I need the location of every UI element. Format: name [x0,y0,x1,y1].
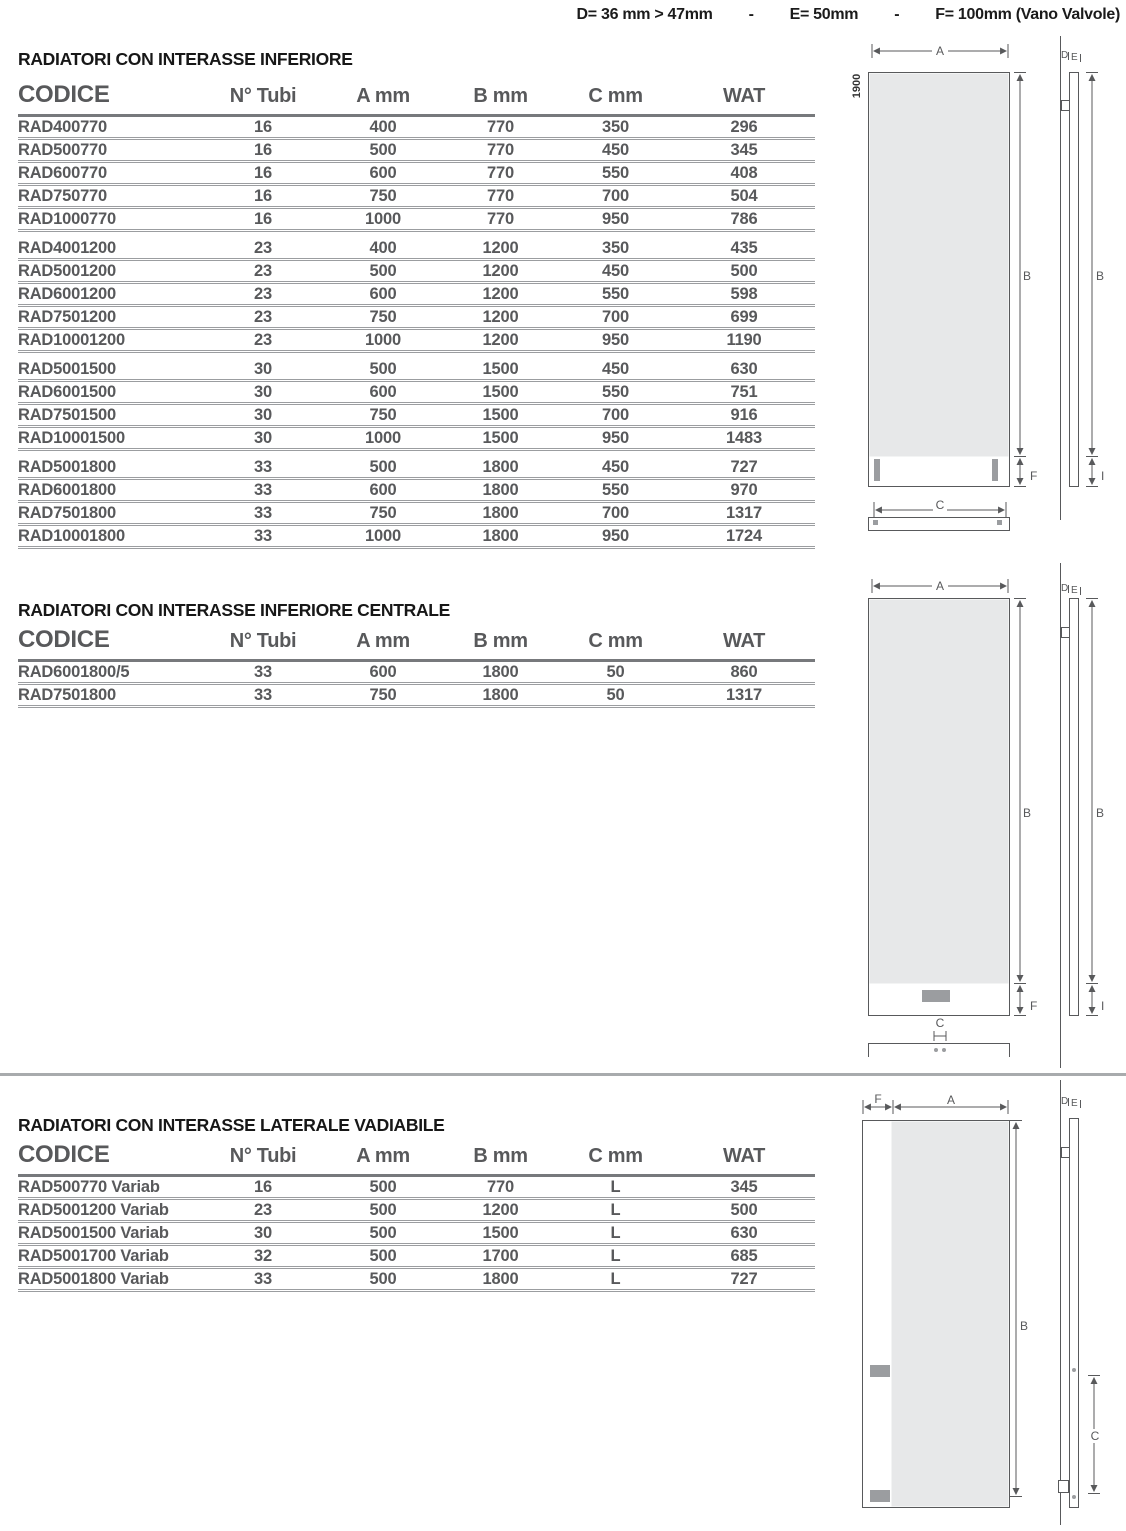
table-cell: RAD400770 [18,118,108,136]
table-cell: 1500 [482,429,519,447]
table-cell: RAD500770 [18,141,108,159]
table-row [18,1269,815,1292]
table-cell: RAD6001500 [18,383,116,401]
table-cell: 32 [254,1247,272,1265]
spec-e: E= 50mm [789,6,859,23]
table-cell: 916 [730,406,758,424]
table-cell: L [610,1201,621,1219]
dim-f-label: F [874,1092,882,1106]
table-cell: 770 [487,1178,514,1196]
table-cell: 600 [369,285,397,303]
table-cell: 1724 [726,527,762,545]
table-cell: 1700 [482,1247,519,1265]
fixing-point [934,1048,938,1052]
table-cell: 23 [254,1201,272,1219]
table-row [18,503,815,526]
table-cell: 400 [369,239,397,257]
table-row [18,685,815,708]
table-cell: RAD6001200 [18,285,116,303]
table-cell: 1800 [482,686,519,704]
column-header: WAT [722,85,766,107]
column-header: A mm [356,85,410,107]
dim-i-label: I [1101,999,1105,1013]
table-cell: 1800 [482,1270,519,1288]
side-view [1061,36,1109,520]
connection-mark [874,459,880,481]
table-row [18,261,815,284]
table-cell: RAD5001500 [18,360,116,378]
table-cell: 1200 [482,331,519,349]
table-cell: 450 [602,262,629,280]
table-cell: 296 [730,118,758,136]
table-cell: 350 [602,118,629,136]
table-group [18,359,815,451]
table-cell: 500 [369,262,397,280]
table-cell: 750 [369,187,397,205]
table-row [18,428,815,451]
dim-a-label: A [946,1093,956,1107]
spec-d: D= 36 mm > 47mm [576,6,713,23]
table-cell: RAD1000770 [18,210,116,228]
table-cell: 450 [602,458,629,476]
column-header: A mm [356,630,410,652]
table-row [18,186,815,209]
table-cell: L [610,1178,621,1196]
dim-b-label: B [1020,1319,1029,1333]
column-header: WAT [722,1145,766,1167]
front-view [863,1092,1032,1508]
table-cell: RAD5001800 [18,458,116,476]
table-interasse-laterale-vadiabile [18,1142,815,1292]
dim-c-label: C [1090,1429,1100,1443]
table-cell: 400 [369,118,397,136]
table-cell: 30 [254,1224,272,1242]
table-cell: 350 [602,239,629,257]
spec-f: F= 100mm (Vano Valvole) [935,6,1120,23]
table-cell: 750 [369,308,397,326]
table-cell: 500 [369,141,397,159]
dim-b-label: B [1096,806,1105,820]
table-cell: 770 [487,164,514,182]
table-cell: 1800 [482,458,519,476]
table-cell: 500 [730,262,758,280]
table-cell: L [610,1224,621,1242]
table-cell: 1190 [726,331,762,349]
column-header: N° Tubi [229,85,297,107]
table-cell: 500 [730,1201,758,1219]
table-row [18,307,815,330]
table-row [18,1200,815,1223]
table-row [18,284,815,307]
table-cell: RAD7501500 [18,406,116,424]
dim-f-label: F [1030,999,1038,1013]
table-cell: 23 [254,308,272,326]
table-cell: RAD6001800/5 [18,663,130,681]
connection-point [1072,1495,1076,1499]
column-header: C mm [588,85,643,107]
table-group [18,117,815,232]
connection-point [1072,1368,1076,1372]
table-cell: 33 [254,686,272,704]
table-cell: 950 [602,331,629,349]
table-cell: 504 [730,187,758,205]
table-row [18,330,815,353]
dim-e-label: E [1071,1098,1078,1109]
table-row [18,1177,815,1200]
table-cell: RAD500770 Variab [18,1178,160,1196]
dim-c-label: C [935,498,945,512]
table-cell: 500 [369,360,397,378]
table-row [18,382,815,405]
table-cell: 700 [602,504,629,522]
table-cell: 1200 [482,1201,519,1219]
table-row [18,1246,815,1269]
table-row [18,163,815,186]
column-header: B mm [473,1145,528,1167]
table-cell: 23 [254,262,272,280]
table-cell: 1000 [365,527,401,545]
table-cell: 1000 [365,331,401,349]
table-cell: 770 [487,141,514,159]
table-cell: 345 [730,141,758,159]
table-header-row [18,1142,815,1177]
column-header: N° Tubi [229,1145,297,1167]
table-cell: 16 [254,210,272,228]
dim-e-label: E [1071,52,1078,63]
column-header: C mm [588,630,643,652]
radiator-diagram-central-connections [830,563,1126,1075]
table-cell: RAD5001200 Variab [18,1201,169,1219]
table-cell: 550 [602,481,629,499]
table-cell: L [610,1247,621,1265]
table-cell: 1000 [365,210,401,228]
wall-bracket [1059,1481,1069,1493]
dim-e-label: E [1071,585,1078,596]
table-row [18,526,815,549]
dim-i-label: I [1101,469,1105,483]
table-cell: 23 [254,285,272,303]
table-cell: 750 [369,504,397,522]
table-cell: 30 [254,406,272,424]
table-cell: RAD6001800 [18,481,116,499]
table-row [18,117,815,140]
table-cell: RAD10001200 [18,331,125,349]
column-header: N° Tubi [229,630,297,652]
table-cell: 16 [254,141,272,159]
side-view [1061,563,1109,1068]
table-cell: 16 [254,1178,272,1196]
fixing-point [942,1048,946,1052]
column-header: WAT [722,630,766,652]
table-cell: 727 [730,458,758,476]
table-row [18,140,815,163]
table-cell: RAD4001200 [18,239,116,257]
table-cell: 770 [487,118,514,136]
wall-bracket [1062,1148,1070,1158]
table-cell: 23 [254,239,272,257]
table-cell: 1500 [482,383,519,401]
lateral-connection-block [870,1365,890,1377]
top-spec-line [577,6,1120,24]
table-cell: 600 [369,663,397,681]
height-1900-label: 1900 [851,73,863,99]
table-cell: 950 [602,429,629,447]
table-cell: 860 [730,663,758,681]
table-cell: RAD5001200 [18,262,116,280]
table-cell: RAD5001700 Variab [18,1247,169,1265]
table-cell: 50 [606,686,625,704]
column-header: B mm [473,630,528,652]
dim-d-label: D [1061,583,1069,594]
dim-b-label: B [1096,269,1105,283]
front-view [851,43,1037,531]
table-row [18,1223,815,1246]
dim-b-label: B [1023,269,1032,283]
radiator-diagram-lateral-connections [830,1080,1126,1531]
connection-mark [992,459,998,481]
column-header: A mm [356,1145,410,1167]
table-cell: RAD7501200 [18,308,116,326]
table-cell: RAD750770 [18,187,108,205]
table-row [18,405,815,428]
lateral-connection-block [870,1490,890,1502]
table-row [18,359,815,382]
table-cell: 1000 [365,429,401,447]
table-cell: 1317 [726,686,762,704]
table-cell: 33 [254,527,272,545]
column-header: C mm [588,1145,643,1167]
table-cell: 1317 [726,504,762,522]
table-cell: 33 [254,663,272,681]
table-cell: RAD10001500 [18,429,125,447]
table-cell: 33 [254,504,272,522]
table-header-row [18,627,815,662]
table-cell: 16 [254,164,272,182]
column-header: CODICE [18,81,110,108]
table-cell: 450 [602,360,629,378]
table-cell: 1800 [482,527,519,545]
table-cell: 550 [602,285,629,303]
table-cell: RAD7501800 [18,504,116,522]
dim-b-label: B [1023,806,1032,820]
dim-d-label: D [1061,1096,1069,1107]
table-cell: 598 [730,285,758,303]
column-header: B mm [473,85,528,107]
table-cell: 1800 [482,504,519,522]
table-row [18,209,815,232]
table-group [18,662,815,708]
table-cell: 970 [730,481,758,499]
table-group [18,238,815,353]
table-cell: 500 [369,1270,397,1288]
central-connection-block [922,990,950,1002]
table-cell: 1500 [482,360,519,378]
table-cell: 770 [487,187,514,205]
table-cell: 700 [602,308,629,326]
table-cell: 33 [254,458,272,476]
table-cell: 33 [254,1270,272,1288]
table-cell: 435 [730,239,758,257]
table-cell: 950 [602,210,629,228]
table-cell: 345 [730,1178,758,1196]
table-cell: 550 [602,383,629,401]
spec-separator: - [894,6,900,23]
wall-bracket [1062,628,1070,638]
table-cell: 630 [730,360,758,378]
table-cell: 600 [369,164,397,182]
table-cell: RAD10001800 [18,527,125,545]
table-cell: 685 [730,1247,758,1265]
table-group [18,1177,815,1292]
table-cell: 500 [369,458,397,476]
table-cell: 1500 [482,1224,519,1242]
table-row [18,238,815,261]
table-row [18,457,815,480]
table-cell: 600 [369,383,397,401]
table-cell: 500 [369,1247,397,1265]
table-cell: 1800 [482,663,519,681]
fixing-point [997,520,1002,525]
column-header: CODICE [18,1141,110,1168]
table-cell: 500 [369,1224,397,1242]
table-cell: 727 [730,1270,758,1288]
table-cell: 1200 [482,262,519,280]
table-interasse-inferiore [18,82,815,549]
table-cell: 50 [606,663,625,681]
table-cell: 700 [602,406,629,424]
table-cell: 750 [369,686,397,704]
table-cell: 16 [254,187,272,205]
side-view [1059,1080,1103,1525]
dim-a-label: A [935,44,945,58]
table-cell: 1200 [482,239,519,257]
table-group [18,457,815,549]
table-cell: 408 [730,164,758,182]
table-cell: 700 [602,187,629,205]
section-title-inferiore: RADIATORI CON INTERASSE INFERIORE [18,49,353,69]
spec-separator: - [748,6,754,23]
table-cell: 1200 [482,308,519,326]
table-cell: RAD5001500 Variab [18,1224,169,1242]
table-interasse-inferiore-centrale [18,627,815,708]
table-cell: 786 [730,210,758,228]
table-cell: 500 [369,1201,397,1219]
dim-d-label: D [1061,50,1069,61]
table-cell: 16 [254,118,272,136]
dim-a-label: A [935,579,945,593]
dim-c-label: C [935,1016,945,1030]
table-cell: 600 [369,481,397,499]
table-cell: 30 [254,383,272,401]
table-cell: 30 [254,429,272,447]
table-cell: 550 [602,164,629,182]
fixing-point [873,520,878,525]
table-cell: 1483 [726,429,762,447]
table-cell: RAD600770 [18,164,108,182]
table-cell: 770 [487,210,514,228]
table-cell: 23 [254,331,272,349]
table-row [18,662,815,685]
table-cell: 33 [254,481,272,499]
dim-f-label: F [1030,469,1038,483]
table-cell: 30 [254,360,272,378]
radiator-diagram-lower-connections [830,28,1126,562]
table-cell: RAD7501800 [18,686,116,704]
wall-bracket [1062,101,1070,111]
table-cell: 1500 [482,406,519,424]
section-title-inferiore-centrale: RADIATORI CON INTERASSE INFERIORE CENTRALE [18,600,451,620]
table-cell: RAD5001800 Variab [18,1270,169,1288]
table-cell: 950 [602,527,629,545]
table-cell: L [610,1270,621,1288]
table-cell: 751 [730,383,758,401]
table-cell: 450 [602,141,629,159]
table-header-row [18,82,815,117]
table-cell: 630 [730,1224,758,1242]
table-cell: 750 [369,406,397,424]
table-cell: 699 [730,308,758,326]
table-row [18,480,815,503]
table-cell: 1800 [482,481,519,499]
section-title-laterale-vadiabile: RADIATORI CON INTERASSE LATERALE VADIABILE [18,1115,445,1135]
table-cell: 500 [369,1178,397,1196]
front-view [869,578,1038,1057]
table-cell: 1200 [482,285,519,303]
column-header: CODICE [18,626,110,653]
